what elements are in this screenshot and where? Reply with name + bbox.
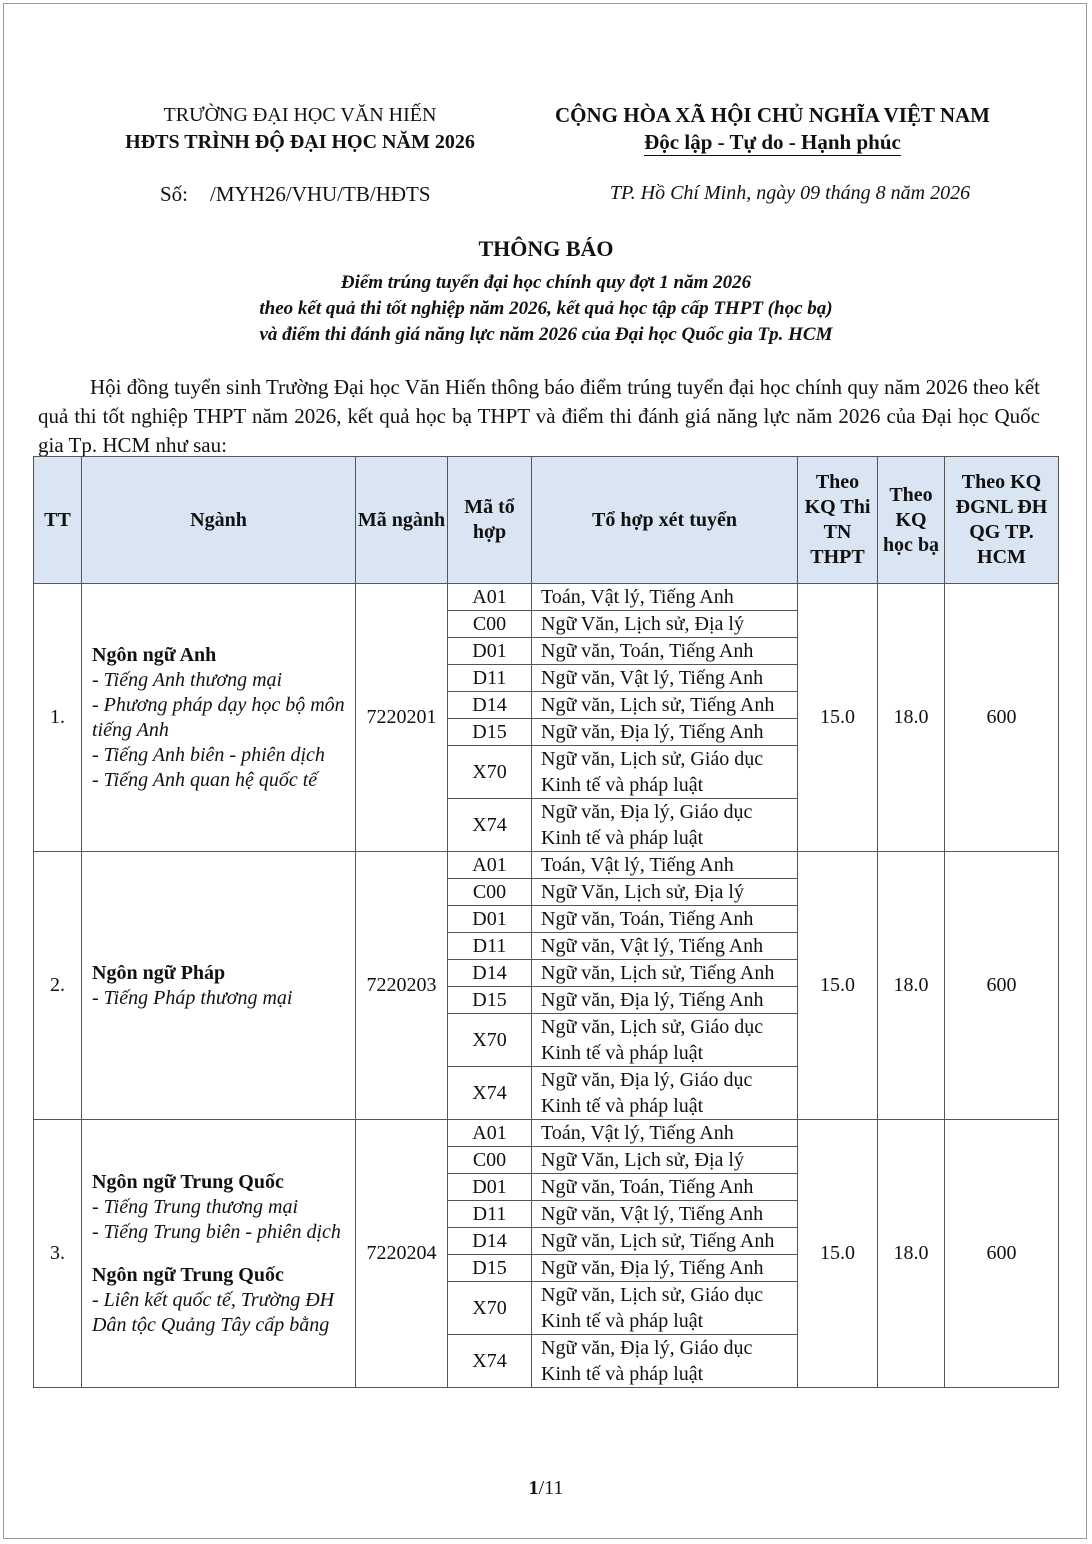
- score-dgnl: 600: [945, 852, 1059, 1120]
- score-hoc-ba: 18.0: [878, 584, 945, 852]
- combo-code: C00: [448, 879, 532, 906]
- major-cell: [82, 584, 356, 852]
- combo-subjects: Ngữ văn, Lịch sử, Giáo dục Kinh tế và pháp luật: [532, 1282, 798, 1335]
- council-name: HĐTS TRÌNH ĐỘ ĐẠI HỌC NĂM 2026: [125, 131, 475, 153]
- score-thpt: 15.0: [798, 584, 878, 852]
- combo-subjects: Ngữ văn, Lịch sử, Tiếng Anh: [532, 692, 798, 719]
- page-number: [0, 1477, 1092, 1500]
- header-ma-to-hop: Mã tổ hợp: [448, 457, 532, 584]
- combo-code: A01: [448, 852, 532, 879]
- combo-subjects: Ngữ văn, Toán, Tiếng Anh: [532, 638, 798, 665]
- combo-code: D14: [448, 960, 532, 987]
- header-hoc-ba: Theo KQ học bạ: [878, 457, 945, 584]
- combo-code: D15: [448, 1255, 532, 1282]
- combo-subjects: Ngữ Văn, Lịch sử, Địa lý: [532, 879, 798, 906]
- major-code: 7220204: [356, 1120, 448, 1388]
- row-index: 3.: [34, 1120, 82, 1388]
- header-nganh: Ngành: [82, 457, 356, 584]
- major-name: Ngôn ngữ Trung Quốc: [92, 1170, 284, 1193]
- specialization: - Liên kết quốc tế, Trường ĐH Dân tộc Quảng Tây cấp bằng: [92, 1288, 335, 1336]
- combo-code: D15: [448, 987, 532, 1014]
- ref-value: /MYH26/VHU/TB/HĐTS: [210, 182, 431, 206]
- major-cell: [82, 1120, 356, 1388]
- score-dgnl: 600: [945, 1120, 1059, 1388]
- major-code: 7220203: [356, 852, 448, 1120]
- major-code: 7220201: [356, 584, 448, 852]
- combo-subjects: Ngữ văn, Lịch sử, Giáo dục Kinh tế và pháp luật: [532, 746, 798, 799]
- intro-paragraph: Hội đồng tuyển sinh Trường Đại học Văn Hiến thông báo điểm trúng tuyển đại học chính quy năm 2026 theo kết quả thi tốt nghiệp THPT năm 2026, kết quả học bạ THPT và điểm thi đánh giá năng lực năm 2026 của Đại học Quốc gia Tp. HCM như sau:: [38, 375, 1040, 457]
- combo-code: D15: [448, 719, 532, 746]
- specialization: - Tiếng Anh quan hệ quốc tế: [92, 768, 318, 791]
- combo-subjects: Ngữ văn, Lịch sử, Tiếng Anh: [532, 960, 798, 987]
- header-to-hop: Tổ hợp xét tuyển: [532, 457, 798, 584]
- score-thpt: 15.0: [798, 1120, 878, 1388]
- table-header-row: [34, 457, 1059, 584]
- combo-subjects: Ngữ văn, Toán, Tiếng Anh: [532, 906, 798, 933]
- combo-subjects: Ngữ Văn, Lịch sử, Địa lý: [532, 1147, 798, 1174]
- combo-subjects: Ngữ văn, Địa lý, Tiếng Anh: [532, 1255, 798, 1282]
- combo-subjects: Ngữ văn, Lịch sử, Tiếng Anh: [532, 1228, 798, 1255]
- combo-code: C00: [448, 611, 532, 638]
- subtitle-line: Điểm trúng tuyển đại học chính quy đợt 1 năm 2026: [340, 272, 752, 293]
- header-ma-nganh: Mã ngành: [356, 457, 448, 584]
- combo-code: X70: [448, 746, 532, 799]
- table-row: [34, 1120, 1059, 1147]
- combo-subjects: Toán, Vật lý, Tiếng Anh: [532, 584, 798, 611]
- combo-subjects: Ngữ văn, Toán, Tiếng Anh: [532, 1174, 798, 1201]
- combo-subjects: Ngữ văn, Địa lý, Tiếng Anh: [532, 987, 798, 1014]
- national-motto: Độc lập - Tự do - Hạnh phúc: [644, 130, 901, 154]
- specialization: - Tiếng Anh thương mại: [92, 668, 283, 691]
- score-hoc-ba: 18.0: [878, 852, 945, 1120]
- major-name: Ngôn ngữ Pháp: [92, 961, 226, 984]
- subtitle-line: theo kết quả thi tốt nghiệp năm 2026, kết quả học tập cấp THPT (học bạ): [259, 298, 833, 319]
- combo-code: D14: [448, 692, 532, 719]
- score-dgnl: 600: [945, 584, 1059, 852]
- document-title: THÔNG BÁO: [478, 236, 614, 261]
- school-name: TRƯỜNG ĐẠI HỌC VĂN HIẾN: [163, 104, 437, 126]
- major-name: Ngôn ngữ Trung Quốc: [92, 1263, 284, 1286]
- combo-subjects: Ngữ văn, Địa lý, Giáo dục Kinh tế và pháp luật: [532, 1067, 798, 1120]
- major-cell: [82, 852, 356, 1120]
- dateline: TP. Hồ Chí Minh, ngày 09 tháng 8 năm 2026: [609, 182, 971, 204]
- republic-name: CỘNG HÒA XÃ HỘI CHỦ NGHĨA VIỆT NAM: [554, 103, 991, 127]
- combo-code: X70: [448, 1282, 532, 1335]
- page-current: 1: [528, 1477, 539, 1499]
- row-index: 2.: [34, 852, 82, 1120]
- combo-subjects: Ngữ văn, Vật lý, Tiếng Anh: [532, 1201, 798, 1228]
- header-dgnl: Theo KQ ĐGNL ĐH QG TP. HCM: [945, 457, 1059, 584]
- combo-code: D11: [448, 665, 532, 692]
- admission-score-table: [33, 456, 1059, 1388]
- major-name: Ngôn ngữ Anh: [92, 643, 217, 666]
- ref-label: Số:: [160, 182, 189, 206]
- table-row: [34, 584, 1059, 611]
- combo-subjects: Toán, Vật lý, Tiếng Anh: [532, 852, 798, 879]
- page-total: /11: [538, 1477, 564, 1499]
- subtitle-line: và điểm thi đánh giá năng lực năm 2026 của Đại học Quốc gia Tp. HCM: [259, 324, 833, 345]
- combo-code: X74: [448, 799, 532, 852]
- combo-subjects: Ngữ văn, Địa lý, Giáo dục Kinh tế và pháp luật: [532, 799, 798, 852]
- spacer: [92, 1245, 345, 1263]
- combo-code: X74: [448, 1067, 532, 1120]
- combo-code: D01: [448, 638, 532, 665]
- combo-code: D11: [448, 933, 532, 960]
- combo-code: D14: [448, 1228, 532, 1255]
- school-header: [90, 102, 510, 156]
- combo-code: X74: [448, 1335, 532, 1388]
- combo-code: D01: [448, 1174, 532, 1201]
- national-header: [525, 102, 1020, 156]
- document-subtitle: [0, 270, 1092, 348]
- combo-subjects: Ngữ Văn, Lịch sử, Địa lý: [532, 611, 798, 638]
- row-index: 1.: [34, 584, 82, 852]
- combo-subjects: Ngữ văn, Lịch sử, Giáo dục Kinh tế và pháp luật: [532, 1014, 798, 1067]
- header-tt: TT: [34, 457, 82, 584]
- specialization: - Tiếng Trung biên - phiên dịch: [92, 1220, 341, 1243]
- score-thpt: 15.0: [798, 852, 878, 1120]
- combo-subjects: Toán, Vật lý, Tiếng Anh: [532, 1120, 798, 1147]
- specialization: - Tiếng Anh biên - phiên dịch: [92, 743, 325, 766]
- combo-code: C00: [448, 1147, 532, 1174]
- document-number: [160, 182, 431, 207]
- combo-code: D01: [448, 906, 532, 933]
- specialization: - Phương pháp dạy học bộ môn tiếng Anh: [92, 693, 345, 741]
- score-hoc-ba: 18.0: [878, 1120, 945, 1388]
- header-thpt: Theo KQ Thi TN THPT: [798, 457, 878, 584]
- specialization: - Tiếng Trung thương mại: [92, 1195, 299, 1218]
- combo-code: X70: [448, 1014, 532, 1067]
- combo-code: D11: [448, 1201, 532, 1228]
- combo-code: A01: [448, 584, 532, 611]
- combo-code: A01: [448, 1120, 532, 1147]
- specialization: - Tiếng Pháp thương mại: [92, 986, 293, 1009]
- combo-subjects: Ngữ văn, Vật lý, Tiếng Anh: [532, 933, 798, 960]
- combo-subjects: Ngữ văn, Địa lý, Giáo dục Kinh tế và pháp luật: [532, 1335, 798, 1388]
- table-row: [34, 852, 1059, 879]
- combo-subjects: Ngữ văn, Vật lý, Tiếng Anh: [532, 665, 798, 692]
- combo-subjects: Ngữ văn, Địa lý, Tiếng Anh: [532, 719, 798, 746]
